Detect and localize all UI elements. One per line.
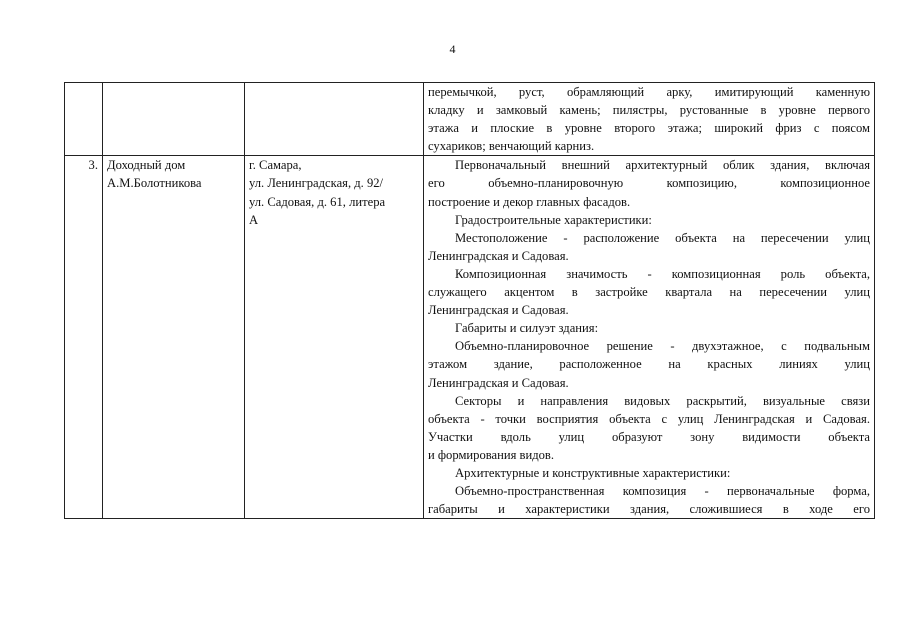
description-line: его объемно-планировочную композицию, композиционное <box>428 176 870 191</box>
description-line: построение и декор главных фасадов. <box>428 194 631 209</box>
description-line: служащего акцентом в застройке квартала на пересечении улиц <box>428 285 870 300</box>
object-name-line: А.М.Болотникова <box>107 176 202 191</box>
description-line: перемычкой, руст, обрамляющий арку, имитирующий каменную <box>428 85 870 99</box>
description-line: объекта - точки восприятия объекта с улиц Ленинградская и Садовая. <box>428 411 870 426</box>
description-line: этажа и плоские в уровне второго этажа; широкий фриз с поясом <box>428 121 870 136</box>
page-number: 4 <box>449 42 456 56</box>
description-line: и формирования видов. <box>428 447 555 462</box>
object-address-cell <box>245 156 424 519</box>
row-number-cell <box>65 156 103 519</box>
address-line: ул. Ленинградская, д. 92/ <box>249 176 384 191</box>
name-cell-empty <box>103 83 245 156</box>
protection-subject-cell <box>424 156 875 519</box>
address-line: ул. Садовая, д. 61, литера <box>249 194 386 209</box>
description-line: Первоначальный внешний архитектурный облик здания, включая <box>455 158 870 173</box>
description-line: Градостроительные характеристики: <box>455 212 652 227</box>
description-line: Габариты и силуэт здания: <box>455 321 599 336</box>
object-name-cell <box>103 156 245 519</box>
object-name-line: Доходный дом <box>107 158 186 173</box>
description-line: Местоположение - расположение объекта на пересечении улиц <box>455 230 870 245</box>
description-line: габариты и характеристики здания, сложившиеся в ходе его <box>428 502 870 517</box>
heritage-object-table <box>64 82 875 519</box>
number-cell-empty <box>65 83 103 156</box>
description-line: этажом здание, расположенное на красных линиях улиц <box>428 357 870 372</box>
description-line: Ленинградская и Садовая. <box>428 375 569 390</box>
row-number: 3. <box>88 158 98 173</box>
description-line: кладку и замковый камень; пилястры, рустованные в уровне первого <box>428 103 870 118</box>
address-line: г. Самара, <box>249 158 302 173</box>
table-row-3 <box>65 156 875 519</box>
table-row-continued <box>65 83 875 156</box>
address-cell-empty <box>245 83 424 156</box>
description-line: Ленинградская и Садовая. <box>428 303 569 318</box>
description-line: сухариков; венчающий карниз. <box>428 139 595 154</box>
description-line: Композиционная значимость - композиционная роль объекта, <box>455 266 870 281</box>
description-line: Участки вдоль улиц образуют зону видимости объекта <box>428 429 870 444</box>
description-line: Архитектурные и конструктивные характеристики: <box>455 465 731 480</box>
address-line: А <box>249 212 259 227</box>
description-line: Секторы и направления видовых раскрытий, визуальные связи <box>455 393 870 408</box>
description-line: Объемно-планировочное решение - двухэтажное, с подвальным <box>455 339 870 354</box>
description-line: Объемно-пространственная композиция - первоначальные форма, <box>455 484 870 499</box>
description-line: Ленинградская и Садовая. <box>428 248 569 263</box>
description-cell-continued <box>424 83 875 156</box>
